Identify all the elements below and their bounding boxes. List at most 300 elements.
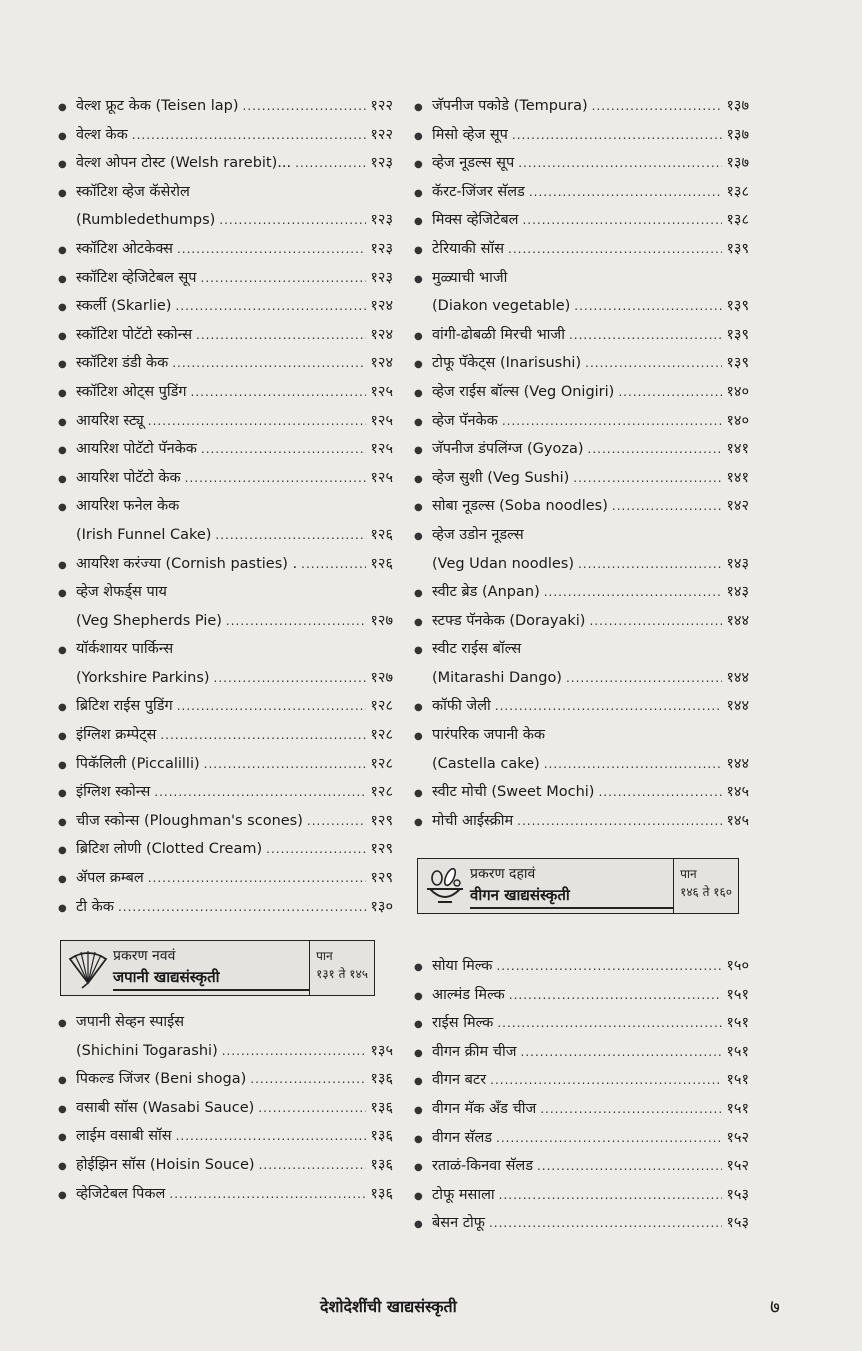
toc-entry (58, 1094, 393, 1123)
toc-entry-title: आयरिश फनेल केक (76, 498, 180, 515)
toc-entry-title: टोफू पॅकेट्स (Inarisushi) (432, 355, 582, 372)
bullet-icon: ● (414, 159, 423, 171)
toc-entry-page: १५१ (726, 1072, 749, 1089)
toc-entry-title: रताळं-किनवा सॅलड (432, 1158, 533, 1175)
toc-entry (414, 235, 749, 264)
dot-leader (585, 349, 722, 378)
toc-entry-page: १५१ (726, 1015, 749, 1032)
bullet-icon: ● (414, 445, 423, 457)
dot-leader (154, 778, 366, 807)
toc-entry-page: १३७ (726, 155, 749, 172)
toc-entry-page: १२४ (370, 298, 393, 315)
toc-entry-page: १२३ (370, 269, 393, 286)
bullet-icon: ● (414, 1104, 423, 1116)
toc-entry-title: आयरिश पोटॅटो पॅनकेक (76, 441, 197, 458)
chapter-pages: १४६ ते १६० (680, 885, 732, 899)
dot-leader (295, 149, 366, 178)
toc-entry-title: मिसो व्हेज सूप (432, 126, 508, 143)
toc-entry-page: १२८ (370, 784, 393, 801)
chapter-page-range (309, 941, 374, 995)
toc-entry (58, 1037, 393, 1066)
dot-leader (618, 378, 722, 407)
toc-entry-page: १२९ (370, 870, 393, 887)
toc-entry-page: १२५ (370, 412, 393, 429)
toc-entry (414, 149, 749, 178)
bullet-icon: ● (414, 616, 423, 628)
toc-entry-title: ॲपल क्रम्बल (76, 870, 144, 887)
bullet-icon: ● (58, 502, 67, 514)
toc-entry-page: १४४ (726, 698, 749, 715)
bullet-icon: ● (58, 702, 67, 714)
toc-entry-page: १२३ (370, 155, 393, 172)
toc-entry-title: वेल्श ओपन टोस्ट (Welsh rarebit)... (76, 155, 292, 172)
toc-entry (58, 349, 393, 378)
toc-entry-title: व्हेजिटेबल पिकल (76, 1185, 166, 1202)
toc-entry (58, 893, 393, 922)
toc-entry-title: वीगन बटर (432, 1072, 487, 1089)
toc-entry (414, 578, 749, 607)
toc-entry (414, 1181, 749, 1210)
toc-entry-title: आयरिश पोटॅटो केक (76, 469, 181, 486)
vegetable-bowl-icon (424, 865, 466, 907)
toc-entry (414, 1152, 749, 1181)
dot-leader (250, 1065, 366, 1094)
dot-leader (148, 864, 367, 893)
toc-entry (58, 750, 393, 779)
bullet-icon: ● (58, 130, 67, 142)
toc-entry-page: १३६ (370, 1128, 393, 1145)
bullet-icon: ● (58, 244, 67, 256)
toc-entry-page: १३६ (370, 1099, 393, 1116)
dot-leader (517, 807, 722, 836)
toc-entry-page: १२५ (370, 441, 393, 458)
toc-entry (58, 635, 393, 664)
toc-entry-title: (Veg Udan noodles) (432, 555, 574, 572)
toc-entry-page: १३७ (726, 98, 749, 114)
toc-entry-title: इंग्लिश क्रम्पेट्स (76, 727, 157, 744)
toc-entry-page: १२६ (370, 555, 393, 572)
dot-leader (537, 1152, 722, 1181)
toc-entry-page: १२९ (370, 812, 393, 829)
toc-entry-title: लाईम वसाबी सॉस (76, 1128, 172, 1145)
dot-leader (573, 464, 722, 493)
bullet-icon: ● (58, 1132, 67, 1144)
bullet-icon: ● (414, 273, 423, 285)
dot-leader (489, 1209, 722, 1238)
bullet-icon: ● (58, 816, 67, 828)
toc-entry-page: १२२ (370, 126, 393, 143)
dot-leader (201, 264, 367, 293)
dot-leader (185, 464, 367, 493)
toc-entry-title: कॉफी जेली (432, 698, 491, 715)
toc-entry-page: १५२ (726, 1158, 749, 1175)
bullet-icon: ● (414, 702, 423, 714)
toc-entry (58, 1008, 393, 1037)
bullet-icon: ● (58, 416, 67, 428)
bullet-icon: ● (414, 473, 423, 485)
bullet-icon: ● (414, 187, 423, 199)
bullet-icon: ● (58, 445, 67, 457)
toc-entry-title: ब्रिटिश राईस पुडिंग (76, 698, 173, 715)
toc-entry-page: १३९ (726, 240, 749, 257)
bullet-icon: ● (414, 645, 423, 657)
dot-leader (521, 1038, 723, 1067)
toc-entry (414, 550, 749, 579)
footer-book-title: देशोदेशींची खाद्यसंस्कृती (320, 1297, 457, 1316)
toc-entry-page: १२३ (370, 240, 393, 257)
toc-entry-title: आल्मंड मिल्क (432, 986, 505, 1003)
toc-entry (58, 206, 393, 235)
toc-entry (414, 607, 749, 636)
toc-entry-title: स्कॉटिश डंडी केक (76, 355, 169, 372)
toc-entry-title: वसाबी सॉस (Wasabi Sauce) (76, 1099, 255, 1116)
bullet-icon: ● (414, 1076, 423, 1088)
toc-entry (58, 721, 393, 750)
toc-entry-title: ब्रिटिश लोणी (Clotted Cream) (76, 841, 263, 858)
dot-leader (544, 750, 723, 779)
toc-entry-title: पिकल्ड जिंजर (Beni shoga) (76, 1071, 247, 1088)
bullet-icon: ● (414, 1133, 423, 1145)
dot-leader (177, 692, 367, 721)
dot-leader (307, 807, 366, 836)
toc-entry-title: पारंपरिक जपानी केक (432, 727, 546, 744)
toc-entry (58, 1180, 393, 1209)
dot-leader (191, 378, 367, 407)
toc-entry-page: १३८ (726, 183, 749, 200)
toc-entry-page: १४४ (726, 669, 749, 686)
toc-entry-page: १४४ (726, 755, 749, 772)
toc-entry (414, 492, 749, 521)
toc-entry-page: १२८ (370, 755, 393, 772)
chapter-page-range (673, 859, 738, 913)
toc-entry-title: मोची आईस्क्रीम (432, 812, 514, 829)
toc-entry-page: १३६ (370, 1156, 393, 1173)
bullet-icon: ● (414, 731, 423, 743)
toc-entry (58, 149, 393, 178)
bullet-icon: ● (58, 187, 67, 199)
toc-entry-title: स्कॉटिश व्हेज कॅसेरोल (76, 183, 190, 200)
toc-entry-page: १३६ (370, 1071, 393, 1088)
toc-entry-page: १३७ (726, 126, 749, 143)
toc-entry-title: स्कर्ली (Skarlie) (76, 298, 172, 315)
toc-entry-title: स्टफ्ड पॅनकेक (Dorayaki) (432, 612, 586, 629)
dot-leader (544, 578, 723, 607)
toc-entry-title: होईझिन सॉस (Hoisin Souce) (76, 1156, 255, 1173)
dot-leader (177, 235, 366, 264)
toc-entry-title: टेरियाकी सॉस (432, 240, 505, 257)
dot-leader (215, 521, 366, 550)
toc-entry-title: स्कॉटिश ओटकेक्स (76, 240, 173, 257)
toc-entry-page: १२७ (370, 669, 393, 686)
toc-entry (414, 1095, 749, 1124)
toc-entry-title: वेल्श केक (76, 126, 128, 143)
toc-entry (414, 321, 749, 350)
toc-entry-page: १३५ (370, 1042, 393, 1059)
toc-entry (414, 435, 749, 464)
toc-entry-title: (Irish Funnel Cake) (76, 526, 212, 543)
chapter-10-box (417, 858, 739, 914)
bullet-icon: ● (414, 1219, 423, 1231)
bullet-icon: ● (58, 102, 67, 113)
toc-entry-title: यॉर्कशायर पार्किन्स (76, 641, 174, 658)
toc-entry-page: १३९ (726, 326, 749, 343)
toc-entry-title: स्कॉटिश ओट्स पुडिंग (76, 383, 187, 400)
dot-leader (496, 952, 722, 981)
dot-leader (204, 750, 367, 779)
chapter-name: जपानी खाद्यसंस्कृती (113, 966, 309, 991)
bullet-icon: ● (414, 244, 423, 256)
footer-page-number: ७ (770, 1296, 780, 1318)
dot-leader (132, 121, 367, 150)
toc-entry (58, 835, 393, 864)
toc-entry-page: १२२ (370, 98, 393, 114)
bullet-icon: ● (58, 1018, 67, 1029)
dot-leader (175, 292, 366, 321)
bullet-icon: ● (414, 1047, 423, 1059)
bullet-icon: ● (414, 102, 423, 113)
dot-leader (222, 1037, 367, 1066)
dot-leader (512, 121, 722, 150)
toc-entry (414, 750, 749, 779)
toc-entry-title: सोबा नूडल्स (Soba noodles) (432, 498, 608, 515)
toc-entry (58, 292, 393, 321)
toc-entry-title: जॅपनीज पकोडे (Tempura) (432, 98, 588, 114)
toc-entry-page: १५३ (726, 1186, 749, 1203)
bullet-icon: ● (414, 962, 423, 973)
toc-entry-page: १५२ (726, 1129, 749, 1146)
toc-entry (58, 235, 393, 264)
toc-entry-title: जॅपनीज डंपलिंग्ज (Gyoza) (432, 441, 584, 458)
toc-entry-title: पिकॅलिली (Piccalilli) (76, 755, 200, 772)
toc-entry-page: १४३ (726, 555, 749, 572)
toc-entry-page: १४३ (726, 584, 749, 601)
toc-entry-title: वीगन सॅलड (432, 1129, 493, 1146)
bullet-icon: ● (58, 1189, 67, 1201)
toc-entry-title: वेल्श फ्रूट केक (Teisen lap) (76, 98, 239, 114)
toc-entry-title: वांगी-ढोबळी मिरची भाजी (432, 326, 565, 343)
dot-leader (540, 1095, 722, 1124)
chapter-label: प्रकरण नववं (113, 947, 176, 964)
toc-entry-page: १२७ (370, 612, 393, 629)
dot-leader (566, 664, 722, 693)
right-column-top (414, 92, 749, 835)
left-column-top (58, 92, 393, 921)
dot-leader (502, 407, 723, 436)
bullet-icon: ● (58, 645, 67, 657)
toc-entry-page: १४४ (726, 612, 749, 629)
toc-entry (58, 1122, 393, 1151)
dot-leader (612, 492, 723, 521)
dot-leader (118, 893, 366, 922)
dot-leader (578, 550, 722, 579)
toc-entry-page: १२८ (370, 727, 393, 744)
toc-entry-page: १२४ (370, 326, 393, 343)
bullet-icon: ● (414, 330, 423, 342)
dot-leader (574, 292, 722, 321)
dot-leader (266, 835, 366, 864)
toc-entry-title: व्हेज शेफर्ड्स पाय (76, 584, 167, 601)
toc-entry (414, 807, 749, 836)
toc-entry-page: १५१ (726, 1100, 749, 1117)
bullet-icon: ● (414, 1190, 423, 1202)
chapter-pages: १३१ ते १४५ (316, 967, 368, 981)
toc-entry-title: व्हेज नूडल्स सूप (432, 155, 515, 172)
bullet-icon: ● (58, 559, 67, 571)
bullet-icon: ● (414, 216, 423, 228)
toc-entry-title: व्हेज राईस बॉल्स (Veg Onigiri) (432, 383, 615, 400)
bullet-icon: ● (414, 130, 423, 142)
toc-entry-title: चीज स्कोन्स (Ploughman's scones) (76, 812, 303, 829)
toc-entry (414, 952, 749, 981)
bullet-icon: ● (414, 816, 423, 828)
dot-leader (214, 664, 367, 693)
toc-entry (414, 92, 749, 121)
dot-leader (201, 435, 366, 464)
toc-entry-page: १२५ (370, 383, 393, 400)
toc-entry-page: १४१ (726, 469, 749, 486)
toc-entry-page: १३८ (726, 212, 749, 229)
toc-entry-page: १४० (726, 383, 749, 400)
toc-entry-title: वीगन मॅक अँड चीज (432, 1100, 537, 1117)
toc-entry-title: सोया मिल्क (432, 958, 493, 974)
bullet-icon: ● (58, 1075, 67, 1087)
bullet-icon: ● (58, 330, 67, 342)
toc-entry (414, 121, 749, 150)
toc-entry (58, 264, 393, 293)
toc-entry (414, 981, 749, 1010)
dot-leader (495, 692, 723, 721)
dot-leader (497, 1009, 722, 1038)
dot-leader (529, 178, 723, 207)
toc-entry-title: इंग्लिश स्कोन्स (76, 784, 151, 801)
toc-entry (414, 407, 749, 436)
toc-entry (58, 378, 393, 407)
toc-entry (414, 1038, 749, 1067)
bullet-icon: ● (414, 359, 423, 371)
toc-entry (414, 464, 749, 493)
toc-entry-page: १३० (370, 898, 393, 915)
bullet-icon: ● (58, 588, 67, 600)
toc-entry (414, 378, 749, 407)
toc-entry-title: जपानी सेव्हन स्पाईस (76, 1014, 185, 1030)
toc-entry (414, 1066, 749, 1095)
toc-entry-title: स्कॉटिश पोटॅटो स्कोन्स (76, 326, 193, 343)
dot-leader (499, 1181, 723, 1210)
dot-leader (589, 607, 722, 636)
dot-leader (259, 1151, 367, 1180)
toc-entry-page: १२४ (370, 355, 393, 372)
toc-entry-title: (Mitarashi Dango) (432, 669, 562, 686)
toc-entry-title: (Shichini Togarashi) (76, 1042, 218, 1059)
toc-entry-page: १४१ (726, 441, 749, 458)
toc-entry-page: १२५ (370, 469, 393, 486)
dot-leader (569, 321, 722, 350)
toc-entry (58, 807, 393, 836)
toc-entry (58, 521, 393, 550)
bullet-icon: ● (414, 416, 423, 428)
toc-entry (414, 349, 749, 378)
toc-entry-page: १५३ (726, 1215, 749, 1232)
chapter-9-box (60, 940, 375, 996)
dot-leader (196, 321, 366, 350)
left-column-bottom (58, 1008, 393, 1208)
toc-entry-page: १५१ (726, 1043, 749, 1060)
chapter-pages-label: पान (680, 867, 697, 881)
toc-entry-title: राईस मिल्क (432, 1015, 494, 1032)
bullet-icon: ● (414, 588, 423, 600)
toc-entry (414, 178, 749, 207)
toc-entry (414, 1209, 749, 1238)
dot-leader (508, 235, 722, 264)
toc-entry (58, 692, 393, 721)
toc-entry-title: वीगन क्रीम चीज (432, 1043, 517, 1060)
toc-entry (414, 721, 749, 750)
bullet-icon: ● (58, 874, 67, 886)
toc-entry-title: स्कॉटिश व्हेजिटेबल सूप (76, 269, 197, 286)
toc-entry (414, 206, 749, 235)
toc-entry-page: १३६ (370, 1185, 393, 1202)
bullet-icon: ● (58, 845, 67, 857)
bullet-icon: ● (414, 387, 423, 399)
bullet-icon: ● (58, 273, 67, 285)
bullet-icon: ● (58, 1103, 67, 1115)
toc-entry-page: १४५ (726, 784, 749, 801)
dot-leader (226, 607, 366, 636)
bullet-icon: ● (58, 359, 67, 371)
chapter-pages-label: पान (316, 949, 333, 963)
bullet-icon: ● (414, 788, 423, 800)
toc-entry-title: कॅरट-जिंजर सॅलड (432, 183, 525, 200)
bullet-icon: ● (58, 902, 67, 914)
toc-entry-title: मिक्स व्हेजिटेबल (432, 212, 519, 229)
toc-entry-title: (Yorkshire Parkins) (76, 669, 210, 686)
toc-entry-title: व्हेज सुशी (Veg Sushi) (432, 469, 570, 486)
dot-leader (522, 206, 722, 235)
toc-entry (414, 1124, 749, 1153)
dot-leader (490, 1066, 722, 1095)
toc-entry (58, 492, 393, 521)
dot-leader (592, 92, 723, 121)
toc-entry (414, 264, 749, 293)
bullet-icon: ● (58, 387, 67, 399)
toc-entry (58, 578, 393, 607)
toc-entry (414, 292, 749, 321)
toc-entry (414, 692, 749, 721)
toc-entry-page: १४० (726, 412, 749, 429)
bullet-icon: ● (414, 530, 423, 542)
toc-entry-title: टी केक (76, 898, 114, 915)
bullet-icon: ● (58, 159, 67, 171)
toc-entry (58, 92, 393, 121)
toc-entry-title: आयरिश स्ट्यू (76, 412, 144, 429)
dot-leader (169, 1180, 366, 1209)
dot-leader (243, 92, 367, 121)
dot-leader (588, 435, 723, 464)
toc-entry-page: १३९ (726, 298, 749, 315)
toc-entry (58, 607, 393, 636)
toc-entry (58, 1151, 393, 1180)
toc-entry (58, 464, 393, 493)
toc-entry (58, 778, 393, 807)
dot-leader (518, 149, 722, 178)
toc-entry-page: १४२ (726, 498, 749, 515)
toc-entry (58, 1065, 393, 1094)
chapter-name: वीगन खाद्यसंस्कृती (470, 884, 673, 909)
bullet-icon: ● (58, 731, 67, 743)
toc-entry-page: १४५ (726, 812, 749, 829)
toc-entry-page: १५१ (726, 986, 749, 1003)
dot-leader (496, 1124, 722, 1153)
